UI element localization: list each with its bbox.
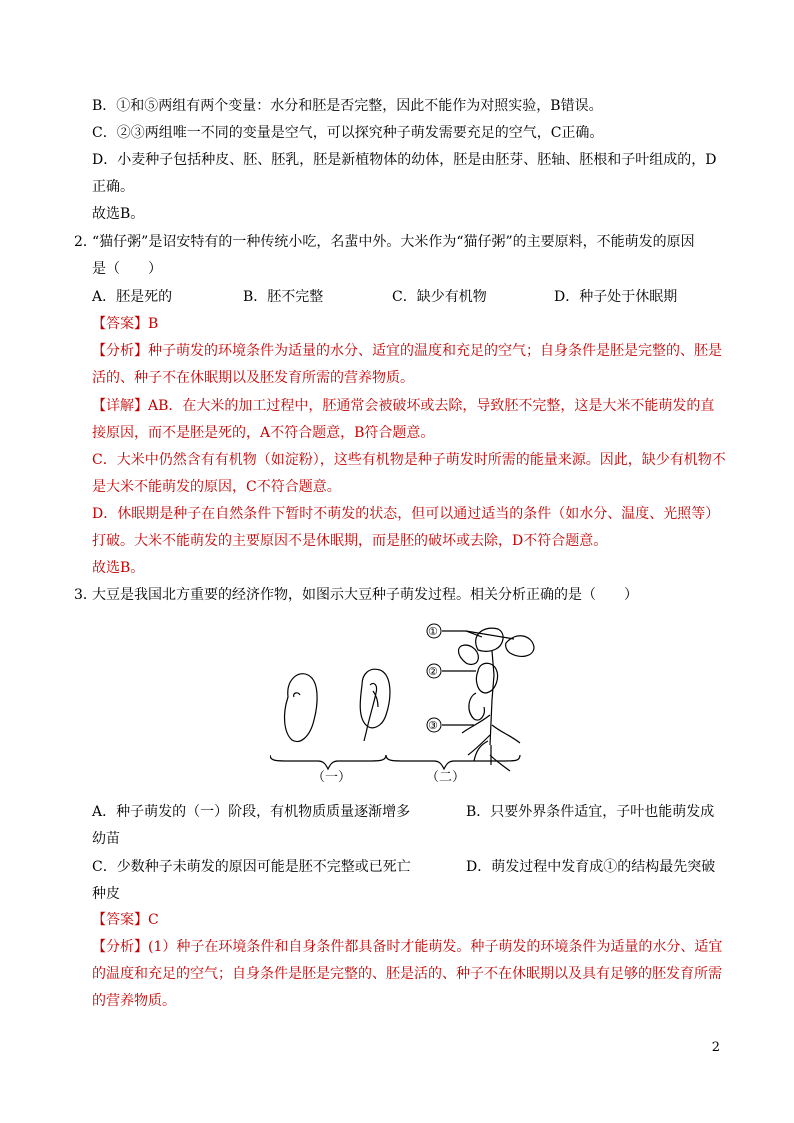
question-2-option-d: D．种子处于休眠期 [554,289,678,305]
question-2-detail-line2: 接原因，而不是胚是死的，A不符合题意，B符合题意。 [92,425,435,441]
analysis-tag: 【分析】 [92,343,148,359]
question-3-option-b-line2: 幼苗 [92,831,120,847]
question-2-analysis-line2: 活的、种子不在休眠期以及胚发育所需的营养物质。 [92,370,414,386]
prev-option-d-explanation-line1: D．小麦种子包括种皮、胚、胚乳，胚是新植物体的幼体，胚是由胚芽、胚轴、胚根和子叶组成的，D [92,152,717,168]
question-2-number: 2． [74,234,97,250]
prev-option-d-explanation-line2: 正确。 [92,179,134,195]
question-2-detail-line4: 是大米不能萌发的原因，C不符合题意。 [92,479,341,495]
question-2-option-c: C．缺少有机物 [392,289,487,305]
question-3-analysis-line2: 的温度和充足的空气；自身条件是胚是完整的、胚是活的、种子不在休眠期以及具有足够的胚发育所需 [92,966,722,982]
prev-option-b-explanation: B．①和⑤两组有两个变量：水分和胚是否完整，因此不能作为对照实验，B错误。 [92,98,603,114]
question-2-choice: 故选B。 [92,560,145,576]
question-2-option-a: A．胚是死的 [92,289,173,305]
radicle-stage1-icon [294,693,300,697]
analysis-text: 种子萌发的环境条件为适量的水分、适宜的温度和充足的空气；自身条件是胚是完整的、胚是 [148,343,722,359]
question-3-option-a-line1: A．种子萌发的（一）阶段，有机物质质量逐渐增多 [92,804,411,820]
question-2-detail-line1 [92,396,714,416]
question-3-option-d-line2: 种皮 [92,886,120,902]
answer-tag: 【答案】 [92,912,148,928]
seed-coat-icon [469,693,484,720]
question-2-detail-line5: D．休眠期是种子在自然条件下暂时不萌发的状态，但可以通过适当的条件（如水分、温度、光照等） [92,506,720,522]
figure-label-2: ② [428,665,438,678]
question-2-stem-line2: 是（ ） [92,261,162,277]
question-3-stem: 大豆是我国北方重要的经济作物，如图示大豆种子萌发过程。相关分析正确的是（ ） [92,587,638,603]
question-3-answer [92,910,159,930]
figure-label-3: ③ [428,719,438,732]
question-3-option-b-line1: B．只要外界条件适宜，子叶也能萌发成 [466,804,715,820]
cotyledon-icon [476,663,497,693]
question-3-analysis-line3: 的营养物质。 [92,993,176,1009]
prev-option-c-explanation: C．②③两组唯一不同的变量是空气，可以探究种子萌发需要充足的空气，C正确。 [92,125,604,141]
brace-stage2 [386,755,520,769]
question-2-stem-line1: “猫仔粥”是诏安特有的一种传统小吃，名蜚中外。大米作为“猫仔粥”的主要原料，不能萌发的原因 [92,234,695,250]
question-2-analysis-line1 [92,341,722,361]
leaf-icon [459,645,479,665]
detail-text: AB．在大米的加工过程中，胚通常会被破坏或去除，导致胚不完整，这是大米不能萌发的直 [148,398,715,414]
answer-value: C [148,912,159,928]
answer-value: B [148,316,159,332]
question-3-number: 3． [74,587,97,603]
figure-stage-2-label: （二） [426,770,466,785]
prev-choice: 故选B。 [92,206,145,222]
figure-label-1: ① [428,625,438,638]
answer-tag: 【答案】 [92,316,148,332]
question-3-option-c-line1: C．少数种子未萌发的原因可能是胚不完整或已死亡 [92,859,411,875]
question-2-option-b: B．胚不完整 [243,289,324,305]
soybean-germination-figure [270,615,540,785]
brace-stage1 [270,755,386,769]
question-3-option-d-line1: D．萌发过程中发育成①的结构最先突破 [466,859,716,875]
seed-stage1-icon [285,674,318,742]
analysis-tag: 【分析】 [92,939,148,955]
detail-tag: 【详解】 [92,398,148,414]
analysis-text: (1）种子在环境条件和自身条件都具备时才能萌发。种子萌发的环境条件为适量的水分、适宜 [148,939,723,955]
leaf-icon [476,628,503,651]
question-2-answer [92,314,158,334]
question-2-detail-line3: C．大米中仍然含有有机物（如淀粉），这些有机物是种子萌发时所需的能量来源。因此，缺少有机物不 [92,452,726,468]
question-3-analysis-line1 [92,937,722,957]
page-number: 2 [711,1040,720,1055]
figure-stage-1-label: （一） [312,770,352,785]
question-2-detail-line6: 打破。大米不能萌发的主要原因不是休眠期，而是胚的破坏或去除，D不符合题意。 [92,533,608,549]
